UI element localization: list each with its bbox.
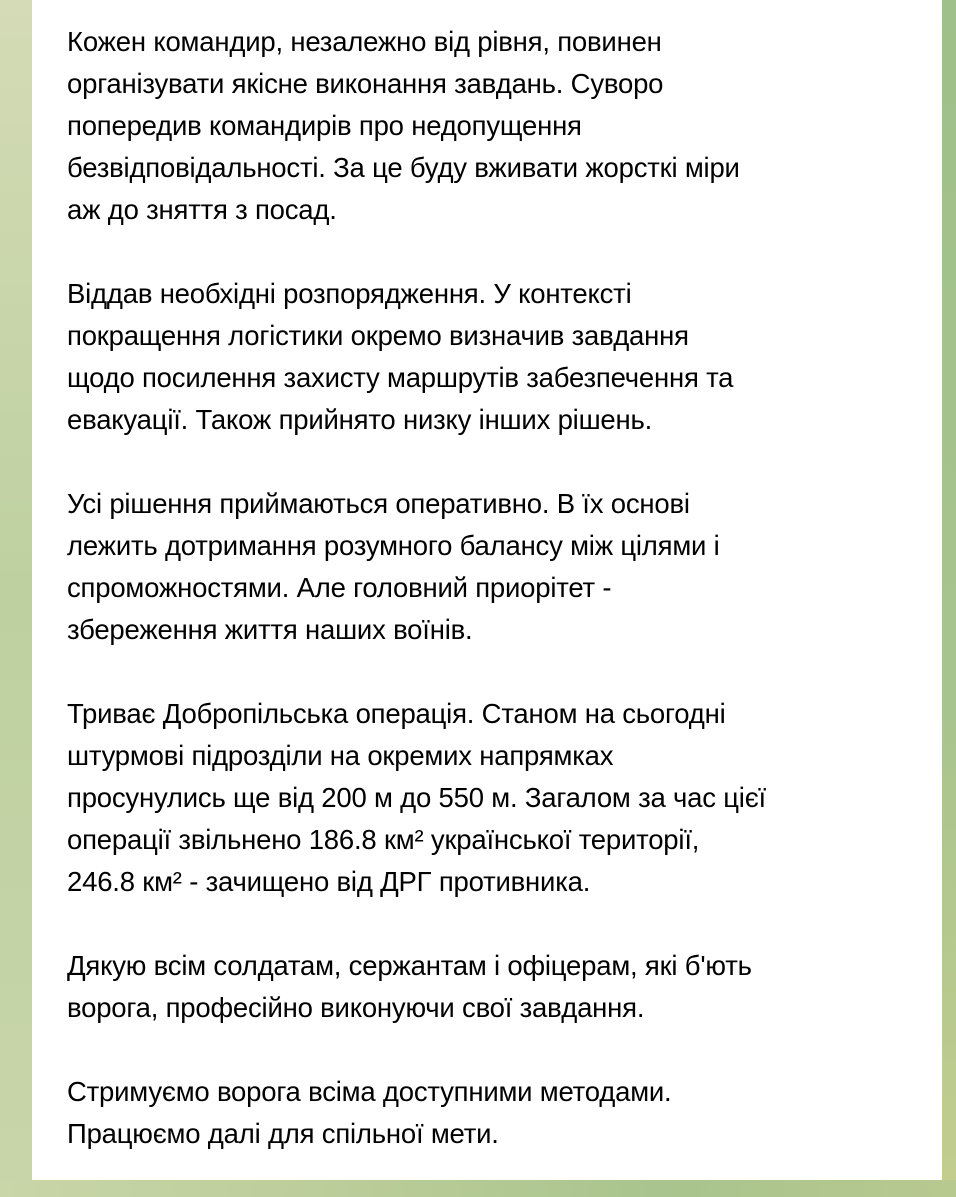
message-line: Віддав необхідні розпорядження. У контексті (67, 278, 632, 309)
message-line: 246.8 км² - зачищено від ДРГ противника. (67, 866, 591, 897)
message-line: лежить дотримання розумного балансу між цілями і (67, 530, 720, 561)
message-line: покращення логістики окремо визначив завдання (67, 320, 689, 351)
message-line: попередив командирів про недопущення (67, 110, 582, 141)
message-paragraph (67, 483, 766, 651)
chat-background-left (0, 0, 32, 1180)
chat-background-right (942, 0, 956, 1180)
message-line: Кожен командир, незалежно від рівня, повинен (67, 26, 662, 57)
message-paragraph (67, 945, 766, 1029)
message-line: щодо посилення захисту маршрутів забезпечення та (67, 362, 734, 393)
message-line: Триває Добропільська операція. Станом на сьогодні (67, 698, 726, 729)
message-paragraph (67, 273, 766, 441)
message-line: евакуації. Також прийнято низку інших рішень. (67, 404, 653, 435)
message-text (67, 21, 766, 1197)
message-line: просунулись ще від 200 м до 550 м. Загалом за час цієї (67, 782, 766, 813)
message-paragraph (67, 21, 766, 231)
message-line: аж до зняття з посад. (67, 194, 337, 225)
message-line: операції звільнено 186.8 км² української території, (67, 824, 700, 855)
message-line: Усі рішення приймаються оперативно. В їх основі (67, 488, 690, 519)
message-line: Стримуємо ворога всіма доступними методами. (67, 1076, 672, 1107)
message-line: штурмові підрозділи на окремих напрямках (67, 740, 614, 771)
message-line: спроможностями. Але головний приорітет - (67, 572, 612, 603)
message-paragraph (67, 1071, 766, 1155)
message-line: безвідповідальності. За це буду вживати жорсткі міри (67, 152, 740, 183)
message-line: організувати якісне виконання завдань. Суворо (67, 68, 664, 99)
message-paragraph (67, 693, 766, 903)
message-line: збереження життя наших воїнів. (67, 614, 473, 645)
message-line: Дякую всім солдатам, сержантам і офіцерам, які б'ють (67, 950, 752, 981)
message-line: Працюємо далі для спільної мети. (67, 1118, 499, 1149)
message-line: ворога, професійно виконуючи свої завдання. (67, 992, 645, 1023)
